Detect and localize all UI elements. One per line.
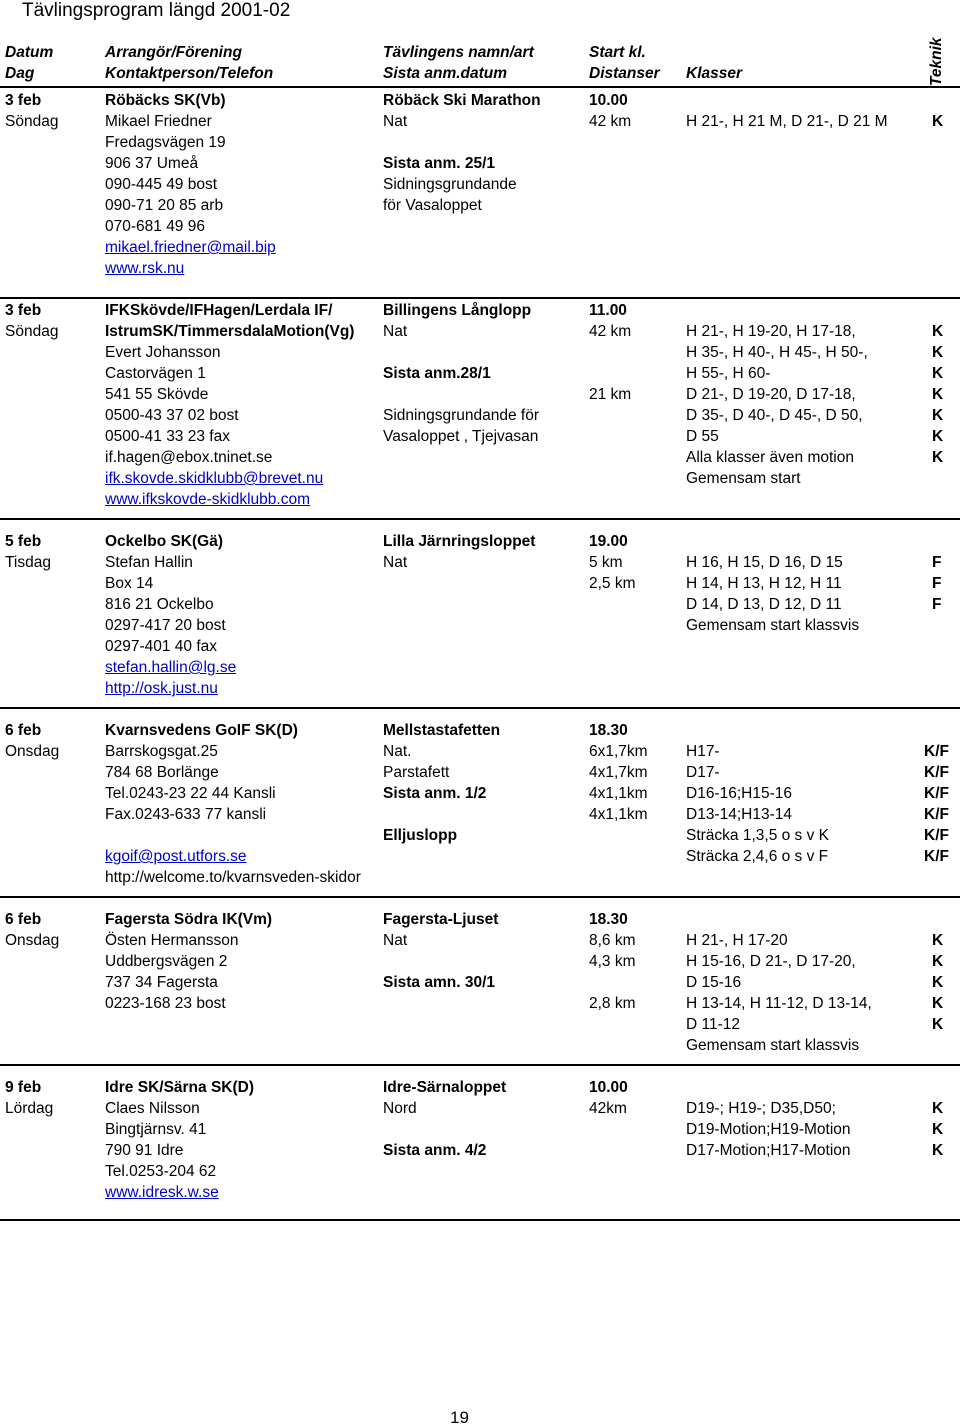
distance: 42 km [589, 323, 632, 340]
event-organizer [105, 909, 272, 1014]
technique [932, 909, 943, 930]
website-link[interactable]: www.ifkskovde-skidklubb.com [105, 491, 311, 508]
start-time: 10.00 [589, 1079, 628, 1096]
organizer-name: Fagersta Södra IK(Vm) [105, 911, 273, 928]
header-kontakt: Kontaktperson/Telefon [105, 65, 274, 82]
distance: 4x1,1km [589, 806, 648, 823]
technique: K [932, 1142, 944, 1159]
event-start [589, 1077, 628, 1119]
phone: 0223-168 23 bost [105, 995, 226, 1012]
technique: K/F [924, 848, 949, 865]
event-technique [932, 1077, 943, 1161]
divider [0, 86, 960, 88]
start-time: 18.30 [589, 911, 628, 928]
header-competition [383, 42, 534, 84]
phone: Tel.0253-204 62 [105, 1163, 217, 1180]
technique: K/F [924, 806, 949, 823]
phone: 0297-401 40 fax [105, 638, 218, 655]
technique [932, 90, 943, 111]
event-classes [686, 909, 872, 1056]
technique: K [932, 365, 944, 382]
technique: K [932, 449, 944, 466]
distance [589, 363, 631, 384]
technique: K [932, 386, 944, 403]
technique: K [932, 1100, 944, 1117]
technique [932, 1077, 943, 1098]
header-dag: Dag [5, 65, 35, 82]
header-tavling: Tävlingens namn/art [383, 44, 534, 61]
competition-info: Parstafett [383, 764, 450, 781]
event-start [589, 720, 648, 825]
class-line: D 55 [686, 428, 719, 445]
competition-type: Nat [383, 932, 408, 949]
date: 3 feb [5, 302, 42, 319]
email-link[interactable]: ifk.skovde.skidklubb@brevet.nu [105, 470, 324, 487]
contact-person: Stefan Hallin [105, 554, 193, 571]
event-classes [686, 1077, 851, 1161]
event-date [5, 720, 59, 762]
competition-type: Nat [383, 113, 408, 130]
class-line: D19-; H19-; D35,D50; [686, 1100, 836, 1117]
technique [932, 300, 943, 321]
website: http://welcome.to/kvarnsveden-skidor [105, 869, 361, 886]
class-line: H 14, H 13, H 12, H 11 [686, 575, 842, 592]
class-line: D 11-12 [686, 1016, 740, 1033]
event-date [5, 909, 59, 951]
event-organizer [105, 1077, 254, 1203]
event-classes [686, 90, 888, 132]
deadline: Sista amn. 30/1 [383, 974, 496, 991]
distance: 42km [589, 1100, 627, 1117]
distance [589, 342, 631, 363]
technique: K/F [924, 764, 949, 781]
competition-name: Lilla Järnringsloppet [383, 533, 536, 550]
deadline: Sista anm.28/1 [383, 365, 491, 382]
website-link[interactable]: www.rsk.nu [105, 260, 185, 277]
event-technique [924, 720, 949, 867]
website-link[interactable]: http://osk.just.nu [105, 680, 218, 697]
class-line [686, 531, 859, 552]
distance: 42 km [589, 113, 632, 130]
email-link[interactable]: kgoif@post.utfors.se [105, 848, 247, 865]
competition-info [383, 132, 541, 153]
address-line: 737 34 Fagersta [105, 974, 218, 991]
class-line: Gemensam start [686, 470, 801, 487]
start-time: 19.00 [589, 533, 628, 550]
class-line: H 13-14, H 11-12, D 13-14, [686, 995, 872, 1012]
address-line [105, 825, 361, 846]
technique: K [932, 407, 944, 424]
class-line: D 35-, D 40-, D 45-, D 50, [686, 407, 863, 424]
class-line: H 21-, H 17-20 [686, 932, 788, 949]
distance: 8,6 km [589, 932, 636, 949]
event-date [5, 300, 58, 342]
technique: K [932, 323, 944, 340]
header-organizer [105, 42, 273, 84]
event-organizer [105, 90, 276, 279]
address-line: Castorvägen 1 [105, 365, 206, 382]
date: 6 feb [5, 722, 42, 739]
distance: 6x1,7km [589, 743, 648, 760]
date: 5 feb [5, 533, 42, 550]
technique: K [932, 953, 944, 970]
event-organizer [105, 531, 236, 699]
date: 3 feb [5, 92, 42, 109]
technique: K [932, 974, 944, 991]
header-teknik: Teknik [928, 37, 945, 86]
technique: K [932, 344, 944, 361]
event-classes [686, 300, 868, 489]
event-date [5, 1077, 53, 1119]
event-date [5, 531, 51, 573]
technique: K [932, 1016, 944, 1033]
email-link[interactable]: mikael.friedner@mail.bip [105, 239, 276, 256]
event-organizer [105, 720, 361, 888]
class-line: H 55-, H 60- [686, 365, 771, 382]
weekday: Tisdag [5, 554, 51, 571]
competition-name: Idre-Särnaloppet [383, 1079, 507, 1096]
event-competition [383, 531, 535, 573]
event-technique [932, 300, 943, 468]
weekday: Onsdag [5, 932, 60, 949]
class-line: D19-Motion;H19-Motion [686, 1121, 851, 1138]
competition-type: Nord [383, 1100, 417, 1117]
competition-info [383, 804, 500, 825]
class-line: H 35-, H 40-, H 45-, H 50-, [686, 344, 868, 361]
address-line: 541 55 Skövde [105, 386, 209, 403]
phone: 090-71 20 85 arb [105, 197, 224, 214]
class-line: Sträcka 2,4,6 o s v F [686, 848, 829, 865]
class-line: Gemensam start klassvis [686, 1037, 860, 1054]
address-line: 790 91 Idre [105, 1142, 184, 1159]
phone: 0500-41 33 23 fax [105, 428, 230, 445]
weekday: Onsdag [5, 743, 60, 760]
organizer-name: Idre SK/Särna SK(D) [105, 1079, 255, 1096]
class-line: Gemensam start klassvis [686, 617, 860, 634]
class-line: D17-Motion;H17-Motion [686, 1142, 851, 1159]
weekday: Lördag [5, 1100, 54, 1117]
header-startkl: Start kl. [589, 44, 646, 61]
contact-person: Mikael Friedner [105, 113, 212, 130]
technique: K [932, 428, 944, 445]
class-line [686, 90, 888, 111]
email: if.hagen@ebox.tninet.se [105, 449, 273, 466]
phone: 0297-417 20 bost [105, 617, 226, 634]
phone: 0500-43 37 02 bost [105, 407, 239, 424]
divider [0, 1064, 960, 1066]
technique: K/F [924, 785, 949, 802]
distance: 21 km [589, 386, 632, 403]
event-competition [383, 1077, 506, 1161]
header-start [589, 42, 660, 84]
class-line: H 16, H 15, D 16, D 15 [686, 554, 843, 571]
contact-person: Evert Johansson [105, 344, 221, 361]
event-competition [383, 720, 500, 846]
technique: F [932, 575, 942, 592]
class-line: Alla klasser även motion [686, 449, 854, 466]
competition-name: Mellstastafetten [383, 722, 501, 739]
competition-type: Nat [383, 554, 408, 571]
deadline: Sista anm. 25/1 [383, 155, 496, 172]
header-sista: Sista anm.datum [383, 65, 508, 82]
technique [932, 531, 941, 552]
divider [0, 297, 960, 299]
organizer-name: IFKSkövde/IFHagen/Lerdala IF/ [105, 302, 333, 319]
class-line: D 15-16 [686, 974, 742, 991]
header-distanser: Distanser [589, 65, 660, 82]
event-competition [383, 90, 541, 216]
technique: K [932, 1121, 944, 1138]
event-start [589, 300, 631, 405]
event-technique [932, 531, 941, 615]
class-line: Sträcka 1,3,5 o s v K [686, 827, 830, 844]
technique: F [932, 554, 942, 571]
weekday: Söndag [5, 323, 59, 340]
distance: 5 km [589, 554, 623, 571]
deadline: Sista anm. 1/2 [383, 785, 487, 802]
class-line: H 21-, H 19-20, H 17-18, [686, 323, 856, 340]
event-classes [686, 720, 829, 867]
date: 6 feb [5, 911, 42, 928]
contact-person: Östen Hermansson [105, 932, 239, 949]
technique: K/F [924, 827, 949, 844]
header-klasser: Klasser [686, 65, 743, 82]
technique: F [932, 596, 942, 613]
competition-info [383, 1119, 506, 1140]
class-line [686, 1077, 851, 1098]
competition-name: Fagersta-Ljuset [383, 911, 499, 928]
event-competition [383, 300, 539, 447]
competition-info: Sidningsgrundande för [383, 407, 539, 424]
competition-info [383, 384, 539, 405]
event-start [589, 531, 636, 594]
address-line: 906 37 Umeå [105, 155, 199, 172]
address-line: Barrskogsgat.25 [105, 743, 218, 760]
event-start [589, 909, 636, 1014]
divider [0, 1219, 960, 1221]
class-line [686, 300, 868, 321]
distance: 4x1,1km [589, 785, 648, 802]
start-time: 18.30 [589, 722, 628, 739]
phone: 090-445 49 bost [105, 176, 218, 193]
event-classes [686, 531, 859, 636]
header-datum: Datum [5, 44, 54, 61]
weekday: Söndag [5, 113, 59, 130]
class-line: D16-16;H15-16 [686, 785, 792, 802]
competition-type: Nat. [383, 743, 412, 760]
phone: Fax.0243-633 77 kansli [105, 806, 267, 823]
email-link[interactable]: stefan.hallin@lg.se [105, 659, 237, 676]
divider [0, 707, 960, 709]
technique: K [932, 995, 944, 1012]
competition-info [383, 951, 498, 972]
divider [0, 896, 960, 898]
phone: 070-681 49 96 [105, 218, 205, 235]
competition-info: Sidningsgrundande [383, 176, 517, 193]
header-arrangor: Arrangör/Förening [105, 44, 242, 61]
distance: 4,3 km [589, 953, 636, 970]
start-time: 11.00 [589, 302, 627, 319]
class-line: D 14, D 13, D 12, D 11 [686, 596, 842, 613]
technique: K [932, 932, 944, 949]
event-start [589, 90, 631, 132]
date: 9 feb [5, 1079, 42, 1096]
class-line: H 15-16, D 21-, D 17-20, [686, 953, 856, 970]
distance: 2,8 km [589, 995, 636, 1012]
technique [924, 720, 949, 741]
distance: 2,5 km [589, 575, 636, 592]
competition-subname: Elljuslopp [383, 827, 458, 844]
technique: K/F [924, 743, 949, 760]
competition-info [383, 342, 539, 363]
organizer-name: Ockelbo SK(Gä) [105, 533, 223, 550]
page-title: Tävlingsprogram längd 2001-02 [22, 0, 291, 21]
address-line: Box 14 [105, 575, 154, 592]
page-number: 19 [450, 1408, 469, 1427]
event-organizer [105, 300, 354, 510]
class-line: H17- [686, 743, 720, 760]
class-line: D17- [686, 764, 720, 781]
competition-info: Vasaloppet , Tjejvasan [383, 428, 539, 445]
class-line: H 21-, H 21 M, D 21-, D 21 M [686, 113, 888, 130]
phone: Tel.0243-23 22 44 Kansli [105, 785, 276, 802]
event-technique [932, 909, 943, 1035]
competition-info: för Vasaloppet [383, 197, 482, 214]
event-technique [932, 90, 943, 132]
class-line [686, 909, 872, 930]
competition-type: Nat [383, 323, 408, 340]
address-line: Bingtjärnsv. 41 [105, 1121, 207, 1138]
competition-name: Röbäck Ski Marathon [383, 92, 541, 109]
organizer-name: Kvarnsvedens GoIF SK(D) [105, 722, 298, 739]
address-line: 816 21 Ockelbo [105, 596, 214, 613]
header-date [5, 42, 53, 84]
deadline: Sista anm. 4/2 [383, 1142, 487, 1159]
address-line: 784 68 Borlänge [105, 764, 219, 781]
website-link[interactable]: www.idresk.w.se [105, 1184, 219, 1201]
class-line: D 21-, D 19-20, D 17-18, [686, 386, 856, 403]
class-line: D13-14;H13-14 [686, 806, 792, 823]
distance [589, 972, 636, 993]
organizer-name: Röbäcks SK(Vb) [105, 92, 226, 109]
organizer-name: IstrumSK/TimmersdalaMotion(Vg) [105, 323, 355, 340]
technique: K [932, 113, 944, 130]
start-time: 10.00 [589, 92, 628, 109]
divider [0, 518, 960, 520]
address-line: Fredagsvägen 19 [105, 134, 226, 151]
distance: 4x1,7km [589, 764, 648, 781]
event-competition [383, 909, 498, 993]
address-line: Uddbergsvägen 2 [105, 953, 228, 970]
class-line [686, 720, 829, 741]
competition-name: Billingens Långlopp [383, 302, 532, 319]
contact-person: Claes Nilsson [105, 1100, 200, 1117]
event-date [5, 90, 58, 132]
